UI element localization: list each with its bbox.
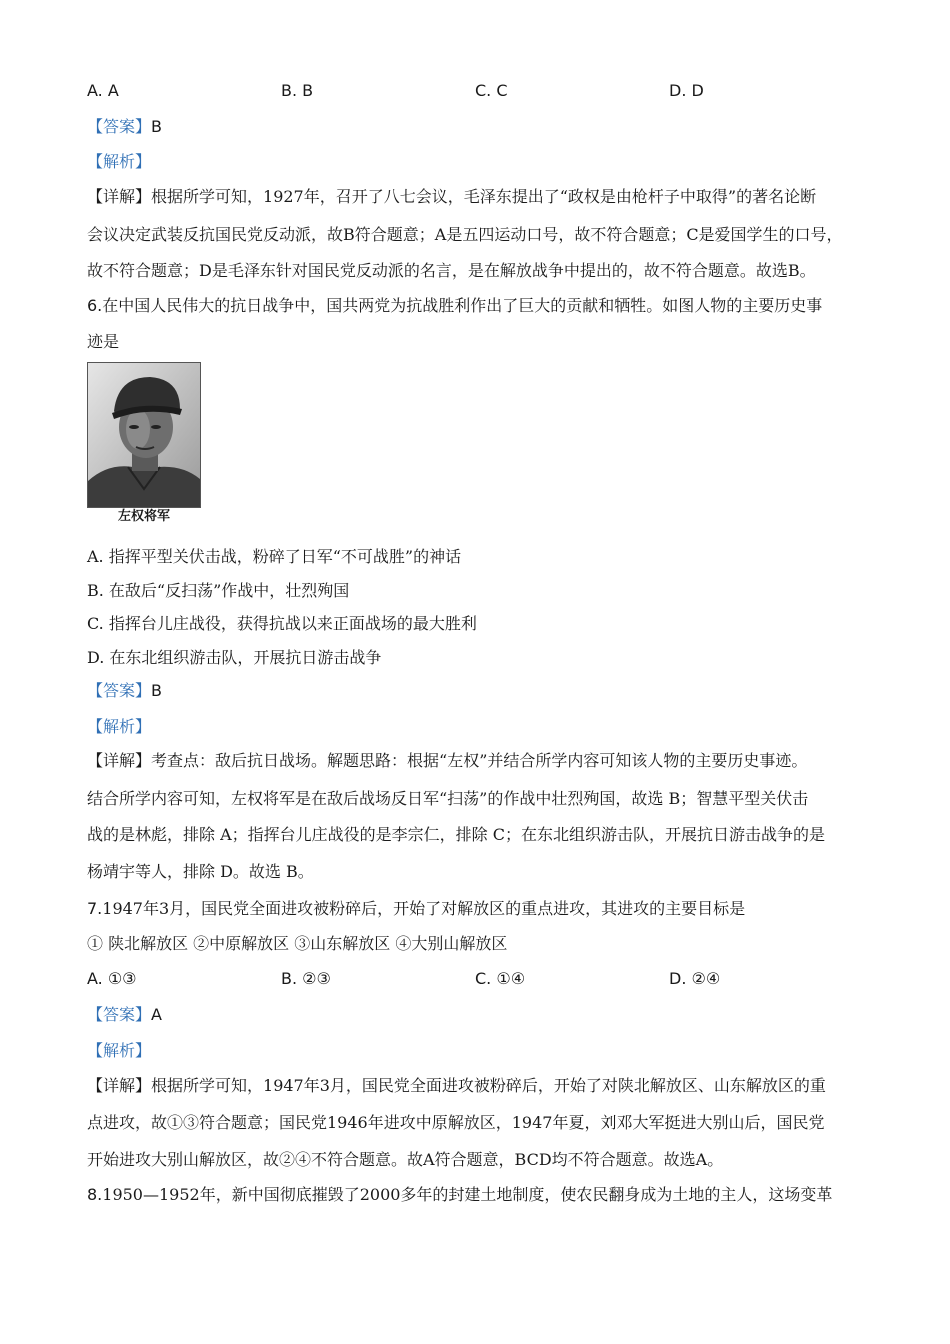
answer-label: 【答案】	[87, 1005, 152, 1024]
q6-stem-line-2: 迹是	[87, 332, 120, 351]
q6-option-a: A. 指挥平型关伏击战，粉碎了日军“不可战胜”的神话	[87, 547, 462, 566]
q7-option-c: C. ①④	[475, 969, 526, 988]
q7-detail-line-1	[87, 1075, 826, 1097]
portrait-photo	[87, 362, 201, 508]
question-number: 7.	[87, 899, 103, 918]
q5-detail-line-1	[87, 186, 816, 208]
q7-detail-line-2: 点进攻，故①③符合题意；国民党1946年进攻中原解放区，1947年夏，刘邓大军挺进大别山后，国民党	[87, 1113, 825, 1132]
answer-value: B	[151, 681, 162, 700]
detail-label: 【详解】	[87, 1076, 152, 1095]
detail-text: 考查点：敌后抗日战场。解题思路：根据“左权”并结合所学内容可知该人物的主要历史事迹。	[151, 751, 808, 770]
question-number: 8.	[87, 1185, 103, 1204]
q6-detail-line-3: 战的是林彪，排除 A；指挥台儿庄战役的是李宗仁，排除 C；在东北组织游击队，开展抗日游击战争的是	[87, 825, 825, 844]
stem-text: 1950—1952年，新中国彻底摧毁了2000多年的封建土地制度，使农民翻身成为土地的主人，这场变革	[102, 1185, 833, 1204]
q6-detail-line-4: 杨靖宇等人，排除 D。故选 B。	[87, 862, 314, 881]
q7-analysis-label: 【解析】	[87, 1041, 152, 1060]
q7-items: ① 陕北解放区 ②中原解放区 ③山东解放区 ④大别山解放区	[87, 934, 508, 953]
q5-detail-line-2: 会议决定武装反抗国民党反动派，故B符合题意；A是五四运动口号，故不符合题意；C是爱国学生的口号，	[87, 225, 843, 244]
q5-analysis-label: 【解析】	[87, 152, 152, 171]
q5-option-d: D. D	[669, 81, 704, 100]
stem-text: 1947年3月，国民党全面进攻被粉碎后，开始了对解放区的重点进攻，其进攻的主要目标是	[102, 899, 746, 918]
answer-label: 【答案】	[87, 117, 152, 136]
q5-option-b: B. B	[281, 81, 314, 100]
detail-label: 【详解】	[87, 751, 152, 770]
answer-label: 【答案】	[87, 681, 152, 700]
detail-label: 【详解】	[87, 187, 152, 206]
q7-option-d: D. ②④	[669, 969, 721, 988]
q7-detail-line-3: 开始进攻大别山解放区，故②④不符合题意。故A符合题意，BCD均不符合题意。故选A。	[87, 1150, 724, 1169]
detail-text: 根据所学可知，1947年3月，国民党全面进攻被粉碎后，开始了对陕北解放区、山东解放区的重	[151, 1076, 826, 1095]
q6-answer	[87, 680, 162, 702]
stem-text: 在中国人民伟大的抗日战争中，国共两党为抗战胜利作出了巨大的贡献和牺牲。如图人物的主要历史事	[102, 296, 823, 315]
q6-stem-line-1	[87, 295, 822, 317]
q7-option-a: A. ①③	[87, 969, 137, 988]
answer-value: A	[151, 1005, 162, 1024]
q5-option-a: A. A	[87, 81, 119, 100]
q6-analysis-label: 【解析】	[87, 717, 152, 736]
photo-caption: 左权将军	[117, 509, 170, 524]
question-number: 6.	[87, 296, 103, 315]
q5-detail-line-3: 故不符合题意；D是毛泽东针对国民党反动派的名言，是在解放战争中提出的，故不符合题意。故选B。	[87, 261, 816, 280]
q6-detail-line-2: 结合所学内容可知，左权将军是在敌后战场反日军“扫荡”的作战中壮烈殉国，故选 B；智慧平型关伏击	[87, 789, 809, 808]
soldier-portrait-icon	[88, 363, 200, 507]
q7-option-b: B. ②③	[281, 969, 331, 988]
q7-stem	[87, 898, 745, 920]
q6-detail-line-1	[87, 750, 807, 772]
answer-value: B	[151, 117, 162, 136]
q6-option-d: D. 在东北组织游击队，开展抗日游击战争	[87, 648, 382, 667]
q6-option-b: B. 在敌后“反扫荡”作战中，壮烈殉国	[87, 581, 350, 600]
q5-answer	[87, 116, 162, 138]
q5-option-c: C. C	[475, 81, 508, 100]
q8-stem	[87, 1184, 832, 1206]
q6-option-c: C. 指挥台儿庄战役，获得抗战以来正面战场的最大胜利	[87, 614, 477, 633]
detail-text: 根据所学可知，1927年，召开了八七会议，毛泽东提出了“政权是由枪杆子中取得”的著名论断	[151, 187, 817, 206]
q7-answer	[87, 1004, 162, 1026]
